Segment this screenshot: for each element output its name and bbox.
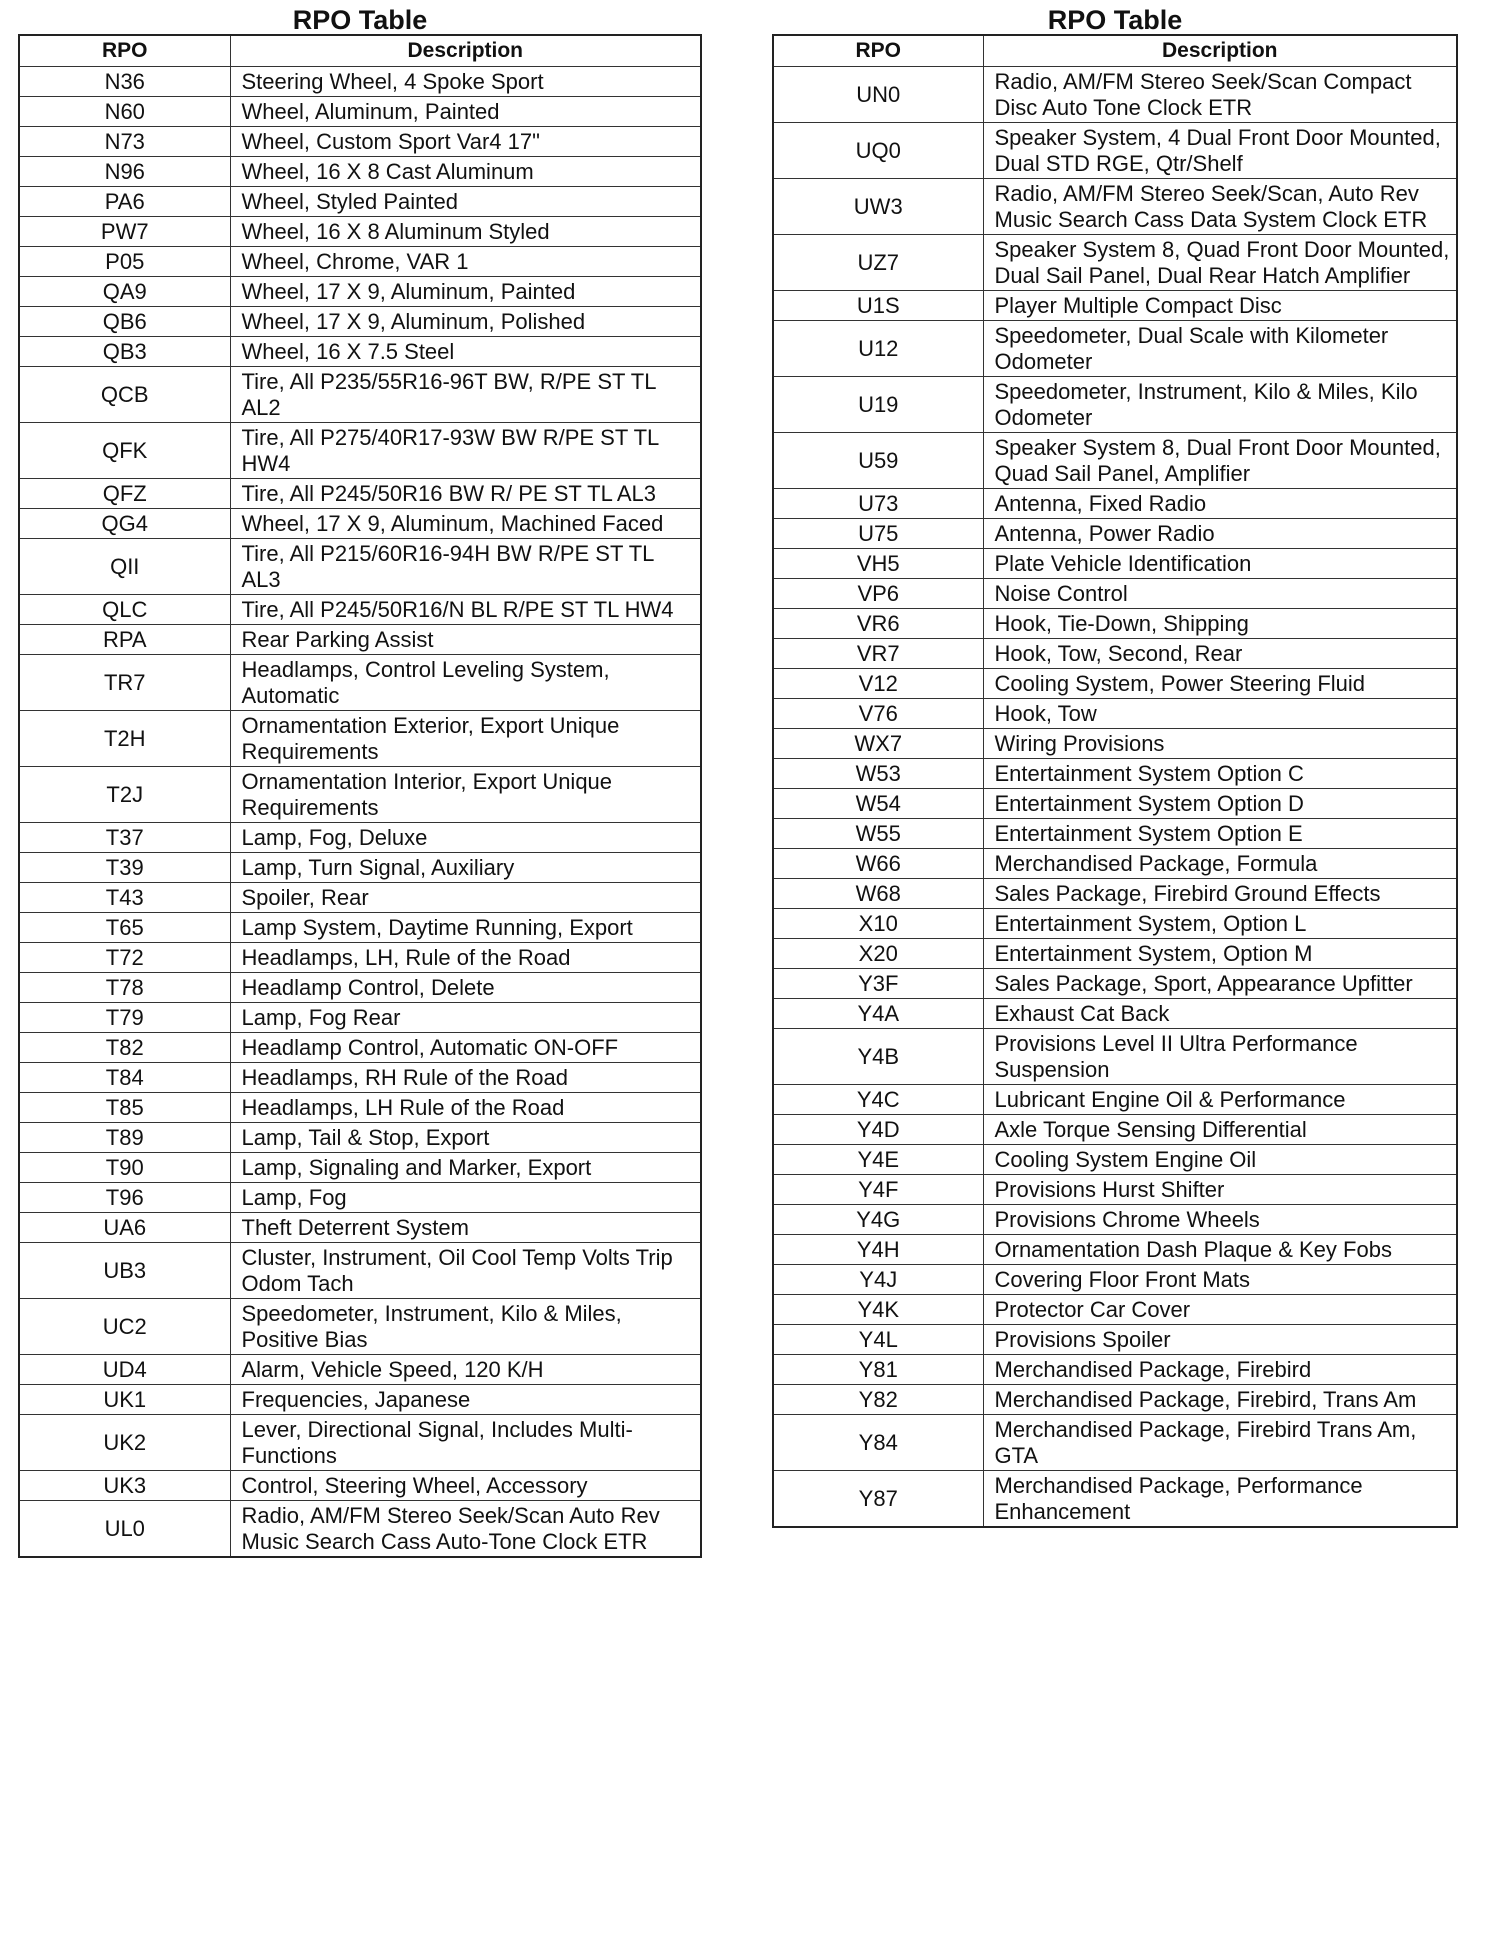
rpo-description: Lubricant Engine Oil & Performance bbox=[983, 1085, 1457, 1115]
table-row bbox=[773, 639, 1457, 669]
rpo-code: Y4A bbox=[773, 999, 983, 1029]
rpo-code: RPA bbox=[19, 625, 230, 655]
rpo-description: Headlamp Control, Delete bbox=[230, 973, 701, 1003]
rpo-description: Axle Torque Sensing Differential bbox=[983, 1115, 1457, 1145]
table-row bbox=[19, 1213, 701, 1243]
rpo-code: Y4H bbox=[773, 1235, 983, 1265]
table-row bbox=[773, 67, 1457, 123]
rpo-code: T2H bbox=[19, 711, 230, 767]
header-row bbox=[19, 35, 701, 67]
rpo-code: Y4C bbox=[773, 1085, 983, 1115]
rpo-code: VR6 bbox=[773, 609, 983, 639]
left-rpo-panel bbox=[18, 0, 702, 1558]
table-row bbox=[773, 549, 1457, 579]
rpo-code: Y4K bbox=[773, 1295, 983, 1325]
rpo-code: Y4B bbox=[773, 1029, 983, 1085]
table-row bbox=[19, 1415, 701, 1471]
rpo-code: N60 bbox=[19, 97, 230, 127]
rpo-code: Y84 bbox=[773, 1415, 983, 1471]
rpo-code: PW7 bbox=[19, 217, 230, 247]
rpo-description: Sales Package, Sport, Appearance Upfitter bbox=[983, 969, 1457, 999]
rpo-description: Exhaust Cat Back bbox=[983, 999, 1457, 1029]
table-row bbox=[19, 1093, 701, 1123]
rpo-code: W66 bbox=[773, 849, 983, 879]
rpo-code: TR7 bbox=[19, 655, 230, 711]
rpo-description: Speedometer, Dual Scale with Kilometer Odometer bbox=[983, 321, 1457, 377]
rpo-code: U59 bbox=[773, 433, 983, 489]
table-row bbox=[773, 879, 1457, 909]
table-row bbox=[19, 655, 701, 711]
table-row bbox=[19, 157, 701, 187]
rpo-description: Antenna, Fixed Radio bbox=[983, 489, 1457, 519]
rpo-code: Y4L bbox=[773, 1325, 983, 1355]
rpo-description: Merchandised Package, Performance Enhancement bbox=[983, 1471, 1457, 1528]
rpo-code: T43 bbox=[19, 883, 230, 913]
rpo-description: Plate Vehicle Identification bbox=[983, 549, 1457, 579]
table-row bbox=[773, 969, 1457, 999]
rpo-description: Entertainment System Option D bbox=[983, 789, 1457, 819]
rpo-description: Steering Wheel, 4 Spoke Sport bbox=[230, 67, 701, 97]
rpo-code: N36 bbox=[19, 67, 230, 97]
rpo-code: T2J bbox=[19, 767, 230, 823]
table-row bbox=[773, 579, 1457, 609]
table-row bbox=[773, 1029, 1457, 1085]
rpo-description: Headlamps, Control Leveling System, Automatic bbox=[230, 655, 701, 711]
rpo-description: Merchandised Package, Firebird bbox=[983, 1355, 1457, 1385]
rpo-description: Wheel, 16 X 8 Aluminum Styled bbox=[230, 217, 701, 247]
rpo-description: Wiring Provisions bbox=[983, 729, 1457, 759]
table-row bbox=[773, 179, 1457, 235]
rpo-code: VR7 bbox=[773, 639, 983, 669]
right-table-body bbox=[773, 67, 1457, 1528]
table-row bbox=[19, 1385, 701, 1415]
rpo-code: X10 bbox=[773, 909, 983, 939]
rpo-description: Merchandised Package, Formula bbox=[983, 849, 1457, 879]
rpo-code: UK2 bbox=[19, 1415, 230, 1471]
right-table-title: RPO Table bbox=[1047, 5, 1183, 35]
rpo-description: Radio, AM/FM Stereo Seek/Scan, Auto Rev Music Search Cass Data System Clock ETR bbox=[983, 179, 1457, 235]
table-row bbox=[773, 1085, 1457, 1115]
table-row bbox=[773, 1175, 1457, 1205]
rpo-code: VH5 bbox=[773, 549, 983, 579]
table-row bbox=[773, 759, 1457, 789]
table-row bbox=[773, 1205, 1457, 1235]
table-row bbox=[773, 321, 1457, 377]
rpo-description: Speaker System, 4 Dual Front Door Mounted, Dual STD RGE, Qtr/Shelf bbox=[983, 123, 1457, 179]
table-row bbox=[773, 1145, 1457, 1175]
rpo-description: Provisions Hurst Shifter bbox=[983, 1175, 1457, 1205]
rpo-description: Ornamentation Exterior, Export Unique Requirements bbox=[230, 711, 701, 767]
table-row bbox=[19, 973, 701, 1003]
rpo-description: Provisions Spoiler bbox=[983, 1325, 1457, 1355]
rpo-code: Y4E bbox=[773, 1145, 983, 1175]
table-row bbox=[19, 127, 701, 157]
rpo-description: Antenna, Power Radio bbox=[983, 519, 1457, 549]
rpo-code: QG4 bbox=[19, 509, 230, 539]
table-row bbox=[19, 1063, 701, 1093]
rpo-description: Player Multiple Compact Disc bbox=[983, 291, 1457, 321]
table-row bbox=[773, 377, 1457, 433]
rpo-description: Lamp, Signaling and Marker, Export bbox=[230, 1153, 701, 1183]
rpo-code: U12 bbox=[773, 321, 983, 377]
rpo-description: Speedometer, Instrument, Kilo & Miles, Kilo Odometer bbox=[983, 377, 1457, 433]
rpo-code: QFZ bbox=[19, 479, 230, 509]
rpo-description: Cluster, Instrument, Oil Cool Temp Volts Trip Odom Tach bbox=[230, 1243, 701, 1299]
rpo-code: U19 bbox=[773, 377, 983, 433]
rpo-code: T85 bbox=[19, 1093, 230, 1123]
rpo-description: Cooling System Engine Oil bbox=[983, 1145, 1457, 1175]
rpo-description: Radio, AM/FM Stereo Seek/Scan Auto Rev Music Search Cass Auto-Tone Clock ETR bbox=[230, 1501, 701, 1558]
table-row bbox=[19, 67, 701, 97]
rpo-code: Y3F bbox=[773, 969, 983, 999]
rpo-code: W68 bbox=[773, 879, 983, 909]
rpo-code: QB6 bbox=[19, 307, 230, 337]
header-rpo: RPO bbox=[19, 35, 230, 67]
table-row bbox=[773, 123, 1457, 179]
rpo-description: Wheel, Styled Painted bbox=[230, 187, 701, 217]
table-row bbox=[19, 509, 701, 539]
rpo-code: WX7 bbox=[773, 729, 983, 759]
rpo-description: Theft Deterrent System bbox=[230, 1213, 701, 1243]
table-row bbox=[19, 1153, 701, 1183]
rpo-description: Tire, All P235/55R16-96T BW, R/PE ST TL AL2 bbox=[230, 367, 701, 423]
rpo-code: N96 bbox=[19, 157, 230, 187]
rpo-code: QCB bbox=[19, 367, 230, 423]
rpo-code: T90 bbox=[19, 1153, 230, 1183]
table-row bbox=[19, 277, 701, 307]
rpo-code: U75 bbox=[773, 519, 983, 549]
table-row bbox=[773, 489, 1457, 519]
table-row bbox=[19, 711, 701, 767]
table-row bbox=[19, 595, 701, 625]
rpo-description: Merchandised Package, Firebird, Trans Am bbox=[983, 1385, 1457, 1415]
table-row bbox=[19, 1501, 701, 1558]
table-row bbox=[773, 849, 1457, 879]
rpo-description: Wheel, Chrome, VAR 1 bbox=[230, 247, 701, 277]
rpo-code: QII bbox=[19, 539, 230, 595]
table-row bbox=[773, 1471, 1457, 1528]
table-row bbox=[773, 1235, 1457, 1265]
table-row bbox=[19, 187, 701, 217]
rpo-code: T82 bbox=[19, 1033, 230, 1063]
rpo-code: Y4J bbox=[773, 1265, 983, 1295]
rpo-code: UQ0 bbox=[773, 123, 983, 179]
left-rpo-table bbox=[18, 34, 702, 1558]
rpo-description: Wheel, 17 X 9, Aluminum, Painted bbox=[230, 277, 701, 307]
table-row bbox=[19, 307, 701, 337]
rpo-code: UA6 bbox=[19, 1213, 230, 1243]
table-row bbox=[19, 337, 701, 367]
rpo-description: Hook, Tow bbox=[983, 699, 1457, 729]
rpo-description: Wheel, Custom Sport Var4 17" bbox=[230, 127, 701, 157]
rpo-description: Headlamps, LH Rule of the Road bbox=[230, 1093, 701, 1123]
table-row bbox=[773, 1415, 1457, 1471]
rpo-code: UK3 bbox=[19, 1471, 230, 1501]
rpo-code: T79 bbox=[19, 1003, 230, 1033]
table-row bbox=[773, 1295, 1457, 1325]
table-row bbox=[19, 247, 701, 277]
rpo-code: QA9 bbox=[19, 277, 230, 307]
rpo-description: Headlamps, RH Rule of the Road bbox=[230, 1063, 701, 1093]
rpo-description: Lamp, Fog bbox=[230, 1183, 701, 1213]
left-table-title: RPO Table bbox=[292, 5, 428, 35]
rpo-code: UW3 bbox=[773, 179, 983, 235]
rpo-description: Wheel, 17 X 9, Aluminum, Machined Faced bbox=[230, 509, 701, 539]
rpo-code: W53 bbox=[773, 759, 983, 789]
rpo-code: UD4 bbox=[19, 1355, 230, 1385]
header-description: Description bbox=[983, 35, 1457, 67]
table-row bbox=[773, 789, 1457, 819]
table-row bbox=[773, 669, 1457, 699]
rpo-code: V76 bbox=[773, 699, 983, 729]
rpo-description: Speaker System 8, Dual Front Door Mounted, Quad Sail Panel, Amplifier bbox=[983, 433, 1457, 489]
rpo-code: UB3 bbox=[19, 1243, 230, 1299]
table-row bbox=[19, 625, 701, 655]
rpo-code: UL0 bbox=[19, 1501, 230, 1558]
rpo-description: Sales Package, Firebird Ground Effects bbox=[983, 879, 1457, 909]
header-description: Description bbox=[230, 35, 701, 67]
rpo-code: PA6 bbox=[19, 187, 230, 217]
table-row bbox=[19, 1183, 701, 1213]
rpo-description: Headlamps, LH, Rule of the Road bbox=[230, 943, 701, 973]
rpo-code: W54 bbox=[773, 789, 983, 819]
table-row bbox=[19, 217, 701, 247]
table-row bbox=[773, 909, 1457, 939]
rpo-code: T37 bbox=[19, 823, 230, 853]
rpo-code: U73 bbox=[773, 489, 983, 519]
header-row bbox=[773, 35, 1457, 67]
rpo-description: Tire, All P245/50R16 BW R/ PE ST TL AL3 bbox=[230, 479, 701, 509]
table-row bbox=[773, 729, 1457, 759]
rpo-description: Tire, All P245/50R16/N BL R/PE ST TL HW4 bbox=[230, 595, 701, 625]
table-row bbox=[19, 767, 701, 823]
rpo-code: Y4D bbox=[773, 1115, 983, 1145]
rpo-description: Lamp, Fog Rear bbox=[230, 1003, 701, 1033]
rpo-code: T72 bbox=[19, 943, 230, 973]
rpo-description: Cooling System, Power Steering Fluid bbox=[983, 669, 1457, 699]
table-row bbox=[773, 1265, 1457, 1295]
rpo-description: Wheel, 16 X 8 Cast Aluminum bbox=[230, 157, 701, 187]
table-row bbox=[19, 1355, 701, 1385]
rpo-description: Entertainment System Option E bbox=[983, 819, 1457, 849]
table-row bbox=[19, 823, 701, 853]
table-row bbox=[19, 1123, 701, 1153]
header-rpo: RPO bbox=[773, 35, 983, 67]
table-row bbox=[19, 1243, 701, 1299]
rpo-description: Ornamentation Interior, Export Unique Requirements bbox=[230, 767, 701, 823]
rpo-description: Wheel, Aluminum, Painted bbox=[230, 97, 701, 127]
table-row bbox=[773, 1115, 1457, 1145]
rpo-code: T39 bbox=[19, 853, 230, 883]
rpo-code: UZ7 bbox=[773, 235, 983, 291]
rpo-code: UN0 bbox=[773, 67, 983, 123]
rpo-code: X20 bbox=[773, 939, 983, 969]
rpo-description: Covering Floor Front Mats bbox=[983, 1265, 1457, 1295]
rpo-description: Wheel, 17 X 9, Aluminum, Polished bbox=[230, 307, 701, 337]
rpo-code: T78 bbox=[19, 973, 230, 1003]
right-rpo-table bbox=[772, 34, 1458, 1528]
rpo-description: Frequencies, Japanese bbox=[230, 1385, 701, 1415]
rpo-description: Merchandised Package, Firebird Trans Am, GTA bbox=[983, 1415, 1457, 1471]
table-row bbox=[773, 609, 1457, 639]
table-row bbox=[773, 1385, 1457, 1415]
table-row bbox=[773, 433, 1457, 489]
table-row bbox=[19, 1471, 701, 1501]
rpo-code: Y81 bbox=[773, 1355, 983, 1385]
table-row bbox=[19, 479, 701, 509]
rpo-code: N73 bbox=[19, 127, 230, 157]
rpo-code: VP6 bbox=[773, 579, 983, 609]
rpo-description: Lamp, Tail & Stop, Export bbox=[230, 1123, 701, 1153]
rpo-description: Noise Control bbox=[983, 579, 1457, 609]
rpo-description: Tire, All P275/40R17-93W BW R/PE ST TL HW4 bbox=[230, 423, 701, 479]
table-row bbox=[19, 913, 701, 943]
rpo-description: Spoiler, Rear bbox=[230, 883, 701, 913]
rpo-description: Protector Car Cover bbox=[983, 1295, 1457, 1325]
rpo-code: W55 bbox=[773, 819, 983, 849]
rpo-description: Wheel, 16 X 7.5 Steel bbox=[230, 337, 701, 367]
left-table-body bbox=[19, 67, 701, 1558]
table-row bbox=[773, 291, 1457, 321]
rpo-code: T84 bbox=[19, 1063, 230, 1093]
table-row bbox=[19, 367, 701, 423]
rpo-description: Entertainment System, Option M bbox=[983, 939, 1457, 969]
rpo-description: Lamp System, Daytime Running, Export bbox=[230, 913, 701, 943]
rpo-code: QB3 bbox=[19, 337, 230, 367]
rpo-code: Y87 bbox=[773, 1471, 983, 1528]
table-row bbox=[773, 939, 1457, 969]
rpo-code: T96 bbox=[19, 1183, 230, 1213]
rpo-code: U1S bbox=[773, 291, 983, 321]
table-row bbox=[19, 1299, 701, 1355]
table-row bbox=[19, 97, 701, 127]
table-row bbox=[19, 943, 701, 973]
table-row bbox=[19, 883, 701, 913]
rpo-description: Alarm, Vehicle Speed, 120 K/H bbox=[230, 1355, 701, 1385]
rpo-description: Hook, Tie-Down, Shipping bbox=[983, 609, 1457, 639]
table-row bbox=[19, 423, 701, 479]
table-row bbox=[773, 235, 1457, 291]
rpo-code: Y82 bbox=[773, 1385, 983, 1415]
rpo-code: Y4G bbox=[773, 1205, 983, 1235]
table-row bbox=[773, 819, 1457, 849]
table-row bbox=[773, 1325, 1457, 1355]
rpo-description: Rear Parking Assist bbox=[230, 625, 701, 655]
rpo-description: Headlamp Control, Automatic ON-OFF bbox=[230, 1033, 701, 1063]
table-row bbox=[773, 699, 1457, 729]
table-row bbox=[773, 1355, 1457, 1385]
rpo-description: Lamp, Turn Signal, Auxiliary bbox=[230, 853, 701, 883]
rpo-description: Radio, AM/FM Stereo Seek/Scan Compact Disc Auto Tone Clock ETR bbox=[983, 67, 1457, 123]
rpo-description: Speaker System 8, Quad Front Door Mounted, Dual Sail Panel, Dual Rear Hatch Amplifier bbox=[983, 235, 1457, 291]
rpo-code: UK1 bbox=[19, 1385, 230, 1415]
rpo-description: Control, Steering Wheel, Accessory bbox=[230, 1471, 701, 1501]
right-rpo-panel bbox=[772, 0, 1458, 1528]
rpo-description: Tire, All P215/60R16-94H BW R/PE ST TL AL3 bbox=[230, 539, 701, 595]
table-row bbox=[773, 519, 1457, 549]
rpo-description: Hook, Tow, Second, Rear bbox=[983, 639, 1457, 669]
rpo-code: QLC bbox=[19, 595, 230, 625]
rpo-description: Entertainment System Option C bbox=[983, 759, 1457, 789]
rpo-description: Provisions Chrome Wheels bbox=[983, 1205, 1457, 1235]
rpo-description: Provisions Level II Ultra Performance Suspension bbox=[983, 1029, 1457, 1085]
rpo-description: Entertainment System, Option L bbox=[983, 909, 1457, 939]
rpo-code: P05 bbox=[19, 247, 230, 277]
table-row bbox=[19, 1033, 701, 1063]
table-row bbox=[773, 999, 1457, 1029]
rpo-description: Lamp, Fog, Deluxe bbox=[230, 823, 701, 853]
rpo-code: T65 bbox=[19, 913, 230, 943]
rpo-description: Speedometer, Instrument, Kilo & Miles, Positive Bias bbox=[230, 1299, 701, 1355]
rpo-code: Y4F bbox=[773, 1175, 983, 1205]
rpo-code: UC2 bbox=[19, 1299, 230, 1355]
table-row bbox=[19, 853, 701, 883]
table-row bbox=[19, 1003, 701, 1033]
rpo-code: QFK bbox=[19, 423, 230, 479]
rpo-code: V12 bbox=[773, 669, 983, 699]
rpo-code: T89 bbox=[19, 1123, 230, 1153]
table-row bbox=[19, 539, 701, 595]
rpo-description: Lever, Directional Signal, Includes Multi-Functions bbox=[230, 1415, 701, 1471]
rpo-description: Ornamentation Dash Plaque & Key Fobs bbox=[983, 1235, 1457, 1265]
